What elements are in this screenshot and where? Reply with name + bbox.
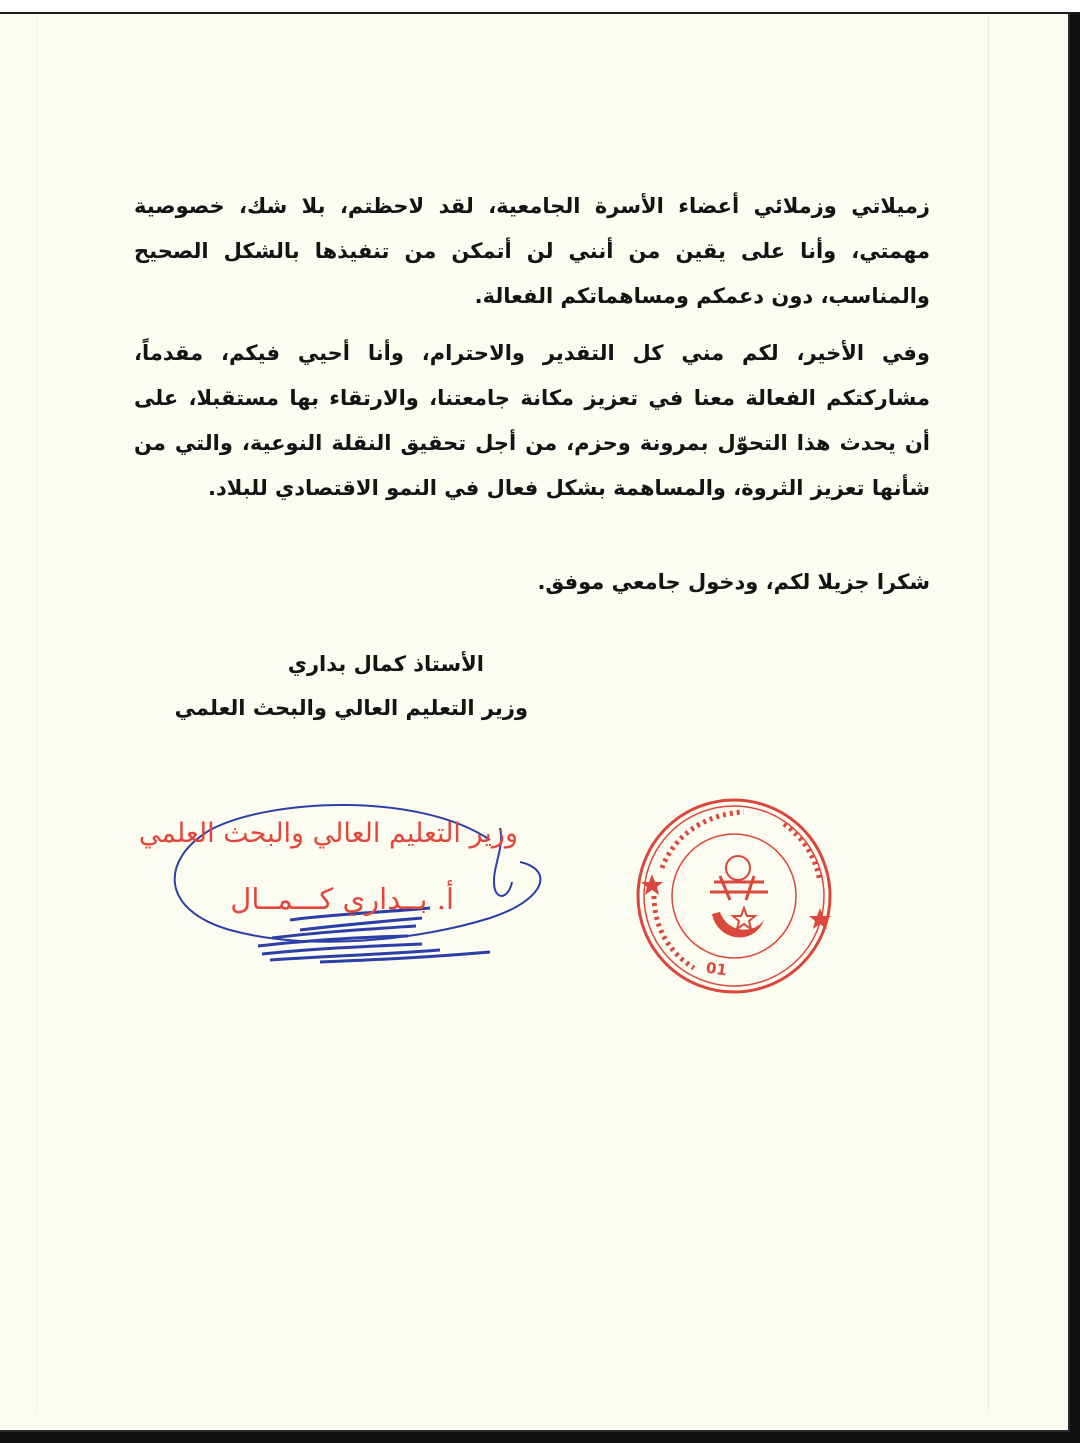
handwritten-signature [138, 790, 560, 980]
scan-top-edge [0, 0, 1080, 14]
page-fold-line-right [988, 14, 989, 1414]
letter-paragraph-2: وفي الأخير، لكم مني كل التقدير والاحترام، وأنا أحيي فيكم، مقدماً، مشاركتكم الفعالة معنا في تعزيز مكانة جامعتنا، والارتقاء بها مستقبلا، على أن يحدث هذا التحوّل بمرونة وحزم، من أجل تحقيق النقلة النوعية، والتي من شأنها تعزيز الثروة، والمساهمة بشكل فعال في النمو الاقتصادي للبلاد. [134, 341, 930, 500]
seal-number: 01 [704, 958, 729, 980]
seal-graphic [634, 796, 834, 996]
signature-stamp-title: وزير التعليم العالي والبحث العلمي [138, 818, 518, 849]
letter-paragraph-3: شكرا جزيلا لكم، ودخول جامعي موفق. [537, 570, 930, 594]
letter-paragraph-1: زميلاتي وزملائي أعضاء الأسرة الجامعية، لقد لاحظتم، بلا شك، خصوصية مهمتي، وأنا على يقين من أنني لن أتمكن من تنفيذها بالشكل الصحيح والمناسب، دون دعمكم ومساهماتكم الفعالة. [134, 194, 930, 308]
page-fold-line-left [36, 14, 37, 1414]
signer-name: الأستاذ كمال بداري [287, 652, 484, 676]
signer-title: وزير التعليم العالي والبحث العلمي [174, 696, 528, 720]
official-seal [634, 796, 834, 996]
signature-stamp-name: أ. بــداري كـــمــال [230, 882, 454, 916]
